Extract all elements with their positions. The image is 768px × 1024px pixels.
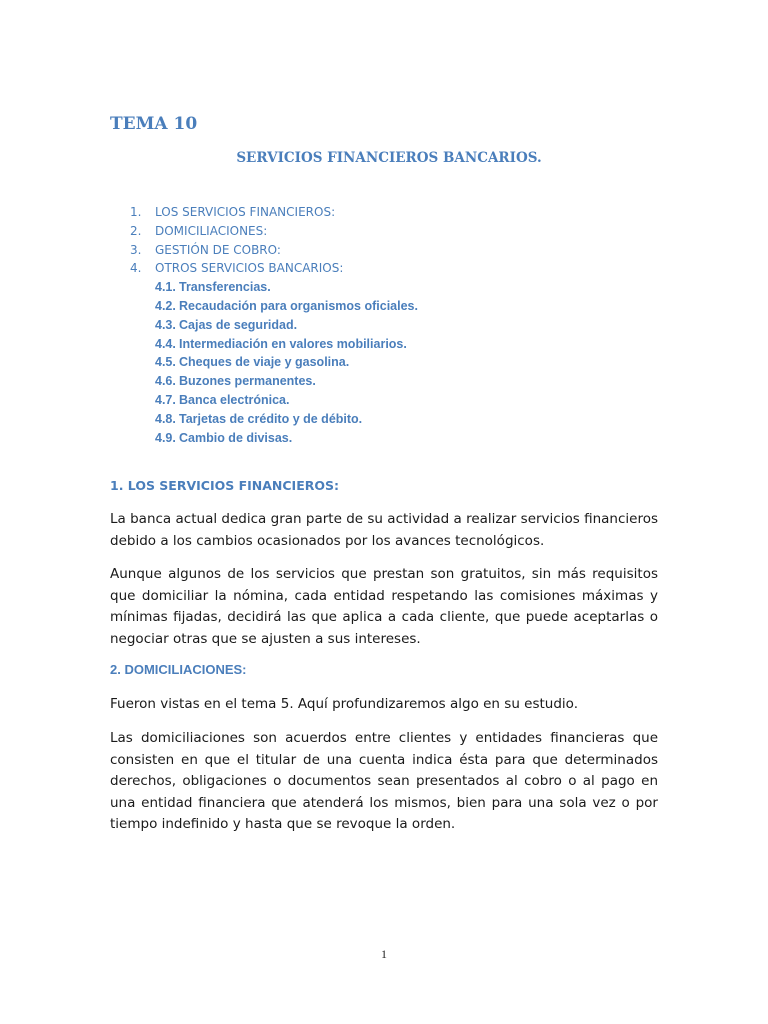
paragraph: Fueron vistas en el tema 5. Aquí profundizaremos algo en su estudio. xyxy=(110,696,578,712)
toc-subitem: 4.4. Intermediación en valores mobiliarios. xyxy=(155,336,407,351)
section-heading-domiciliaciones: 2. DOMICILIACIONES: xyxy=(110,662,247,677)
toc-subitem: 4.1. Transferencias. xyxy=(155,280,271,295)
toc-item: 3. GESTIÓN DE COBRO: xyxy=(130,242,281,257)
table-of-contents xyxy=(130,203,418,447)
toc-subitem: 4.5. Cheques de viaje y gasolina. xyxy=(155,355,350,370)
main-title: SERVICIOS FINANCIEROS BANCARIOS. xyxy=(236,150,542,166)
toc-subitem: 4.6. Buzones permanentes. xyxy=(155,374,316,389)
toc-item: 2. DOMICILIACIONES: xyxy=(130,223,268,238)
toc-subitem: 4.3. Cajas de seguridad. xyxy=(155,317,298,332)
toc-item: 4. OTROS SERVICIOS BANCARIOS: xyxy=(130,261,344,276)
paragraph: Aunque algunos de los servicios que prestan son gratuitos, sin más requisitos que domiciliar la nómina, cada entidad respetando las comisiones máximas y mínimas fijadas, decidirá las que aplica a cada cliente, que puede aceptarlas o negociar otras que se ajusten a sus intereses. xyxy=(110,566,658,647)
toc-subitem: 4.9. Cambio de divisas. xyxy=(155,430,293,445)
toc-subitem: 4.7. Banca electrónica. xyxy=(155,392,290,407)
paragraph: Las domiciliaciones son acuerdos entre clientes y entidades financieras que consisten en que el titular de una cuenta indica ésta para que determinados derechos, obligaciones o documentos sean presentados al cobro o al pago en una entidad financiera que atenderá los mismos, bien para una sola vez o por tiempo indefinido y hasta que se revoque la orden. xyxy=(110,730,658,832)
toc-subitem: 4.2. Recaudación para organismos oficiales. xyxy=(155,298,418,313)
toc-subitem: 4.8. Tarjetas de crédito y de débito. xyxy=(155,411,363,426)
page-number: 1 xyxy=(381,947,387,961)
toc-item: 1. LOS SERVICIOS FINANCIEROS: xyxy=(130,205,336,219)
tema-title: TEMA 10 xyxy=(110,114,198,134)
section-heading-servicios-financieros: 1. LOS SERVICIOS FINANCIEROS: xyxy=(110,478,339,493)
paragraph: La banca actual dedica gran parte de su actividad a realizar servicios financieros debido a los cambios ocasionados por los avances tecnológicos. xyxy=(110,511,658,549)
